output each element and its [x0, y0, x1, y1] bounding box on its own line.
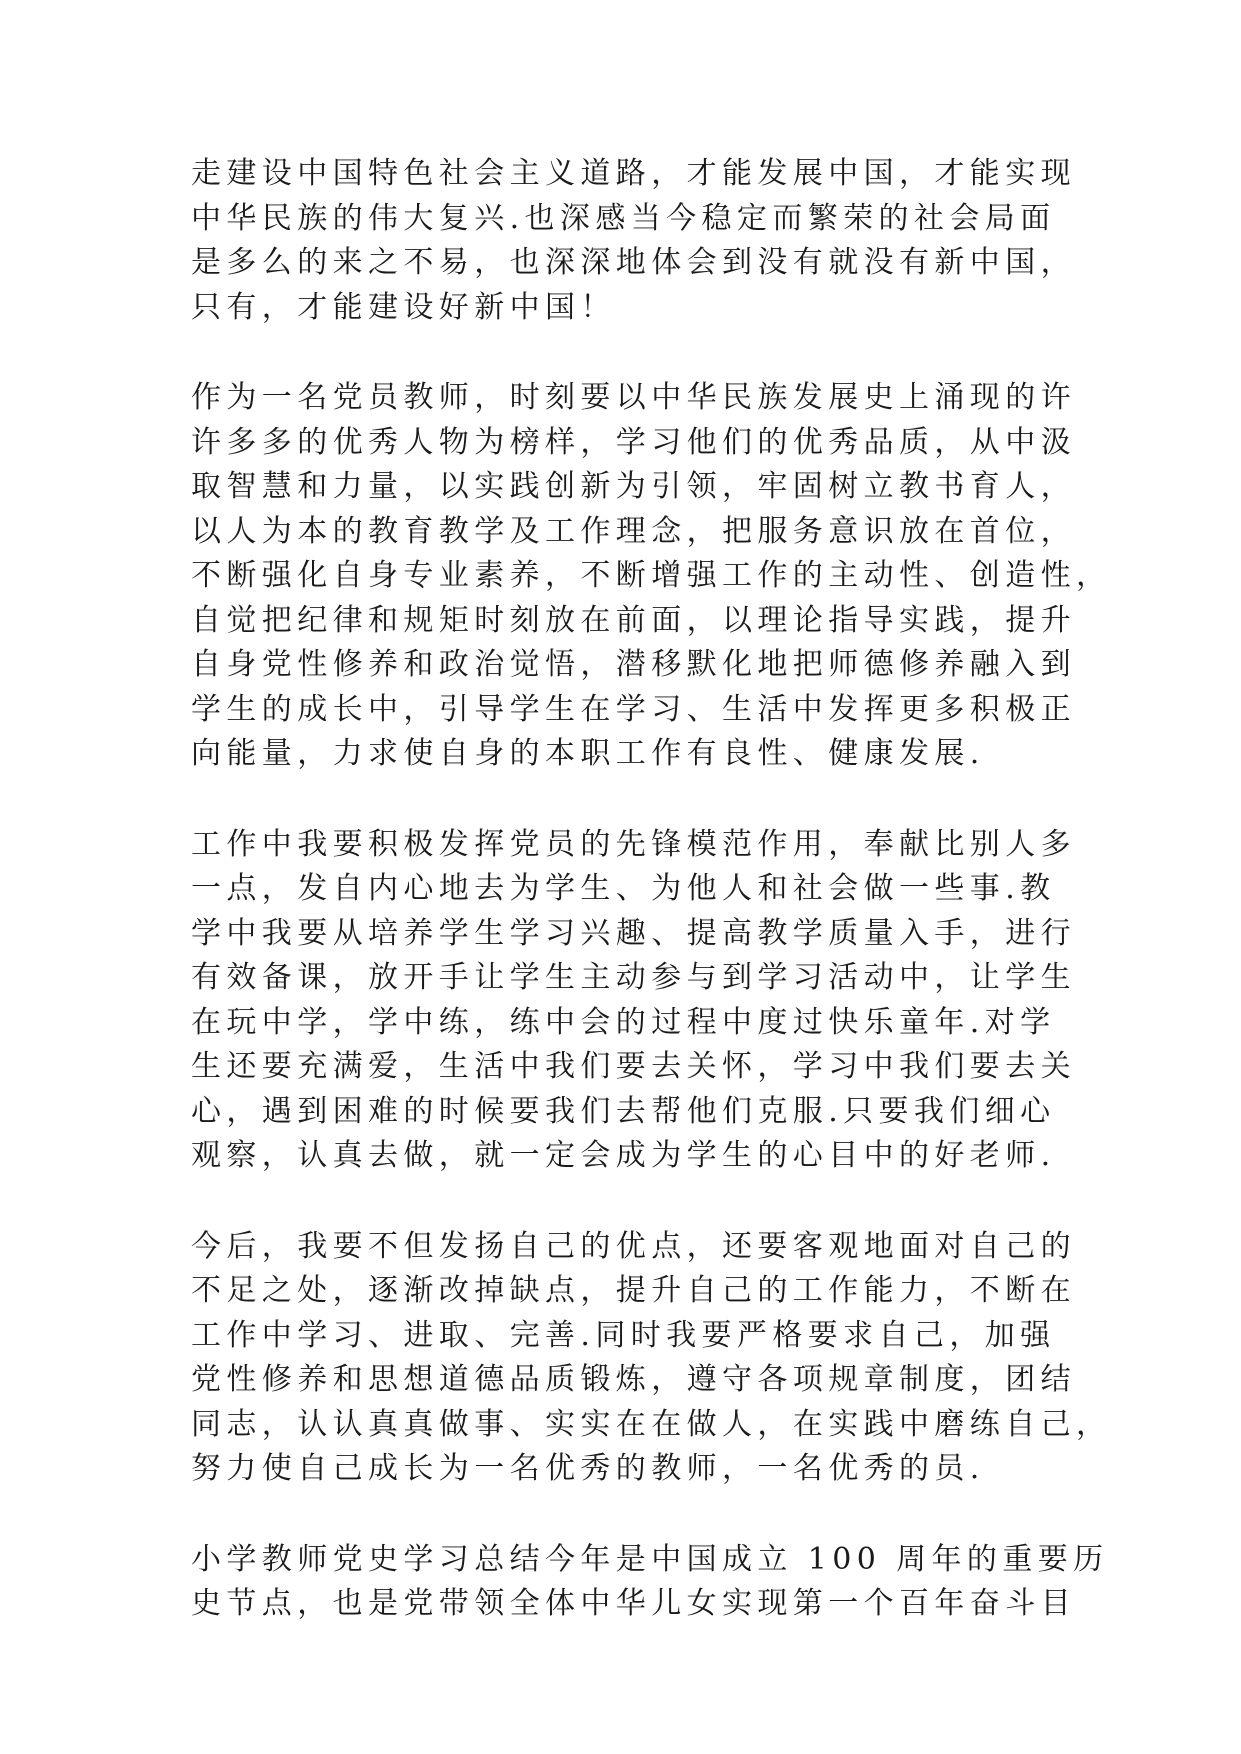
paragraph-1	[191, 152, 1076, 330]
text-line: 在玩中学，学中练，练中会的过程中度过快乐童年.对学	[191, 1004, 1056, 1040]
text-line: 有效备课，放开手让学生主动参与到学习活动中，让学生	[191, 960, 1076, 995]
text-line: 以人为本的教育教学及工作理念，把服务意识放在首位，	[191, 513, 1076, 549]
paragraph-5	[191, 1538, 1109, 1627]
text-line: 心，遇到困难的时候要我们去帮他们克服.只要我们细心	[191, 1093, 1056, 1129]
text-line: 作为一名党员教师，时刻要以中华民族发展史上涌现的许	[191, 380, 1076, 415]
text-line: 学中我要从培养学生学习兴趣、提高教学质量入手，进行	[191, 915, 1076, 951]
text-line: 小学教师党史学习总结今年是中国成立 100 周年的重要历	[191, 1541, 1109, 1577]
text-line: 自身党性修养和政治觉悟，潜移默化地把师德修养融入到	[191, 647, 1076, 682]
text-line: 工作中学习、进取、完善.同时我要严格要求自己，加强	[191, 1317, 1056, 1353]
text-line: 同志，认认真真做事、实实在在做人，在实践中磨练自己，	[191, 1406, 1112, 1442]
paragraph-4	[191, 1225, 1112, 1492]
text-line: 向能量，力求使自身的本职工作有良性、健康发展.	[191, 736, 985, 771]
text-line: 取智慧和力量，以实践创新为引领，牢固树立教书育人，	[191, 469, 1076, 504]
paragraph-2	[191, 376, 1112, 777]
text-line: 学生的成长中，引导学生在学习、生活中发挥更多积极正	[191, 691, 1076, 727]
text-line: 史节点，也是党带领全体中华儿女实现第一个百年奋斗目	[191, 1586, 1076, 1621]
text-line: 只有，才能建设好新中国！	[191, 289, 616, 325]
text-line: 党性修养和思想道德品质锻炼，遵守各项规章制度，团结	[191, 1362, 1076, 1397]
text-line: 今后，我要不但发扬自己的优点，还要客观地面对自己的	[191, 1228, 1076, 1264]
text-line: 自觉把纪律和规矩时刻放在前面，以理论指导实践，提升	[191, 602, 1076, 638]
text-line: 生还要充满爱，生活中我们要去关怀，学习中我们要去关	[191, 1049, 1076, 1084]
text-line: 中华民族的伟大复兴.也深感当今稳定而繁荣的社会局面	[191, 200, 1056, 236]
text-line: 不断强化自身专业素养，不断增强工作的主动性、创造性，	[191, 558, 1112, 593]
text-line: 一点，发自内心地去为学生、为他人和社会做一些事.教	[191, 871, 1056, 906]
text-line: 是多么的来之不易，也深深地体会到没有就没有新中国，	[191, 245, 1076, 280]
paragraph-3	[191, 823, 1076, 1179]
text-line: 许多多的优秀人物为榜样，学习他们的优秀品质，从中汲	[191, 424, 1076, 460]
text-line: 努力使自己成长为一名优秀的教师，一名优秀的员.	[191, 1451, 985, 1486]
text-line: 观察，认真去做，就一定会成为学生的心目中的好老师.	[191, 1138, 1056, 1173]
text-line: 工作中我要积极发挥党员的先锋模范作用，奉献比别人多	[191, 826, 1076, 862]
document-body	[191, 152, 1112, 1673]
text-line: 不足之处，逐渐改掉缺点，提升自己的工作能力，不断在	[191, 1273, 1076, 1308]
text-line: 走建设中国特色社会主义道路，才能发展中国，才能实现	[191, 156, 1076, 191]
